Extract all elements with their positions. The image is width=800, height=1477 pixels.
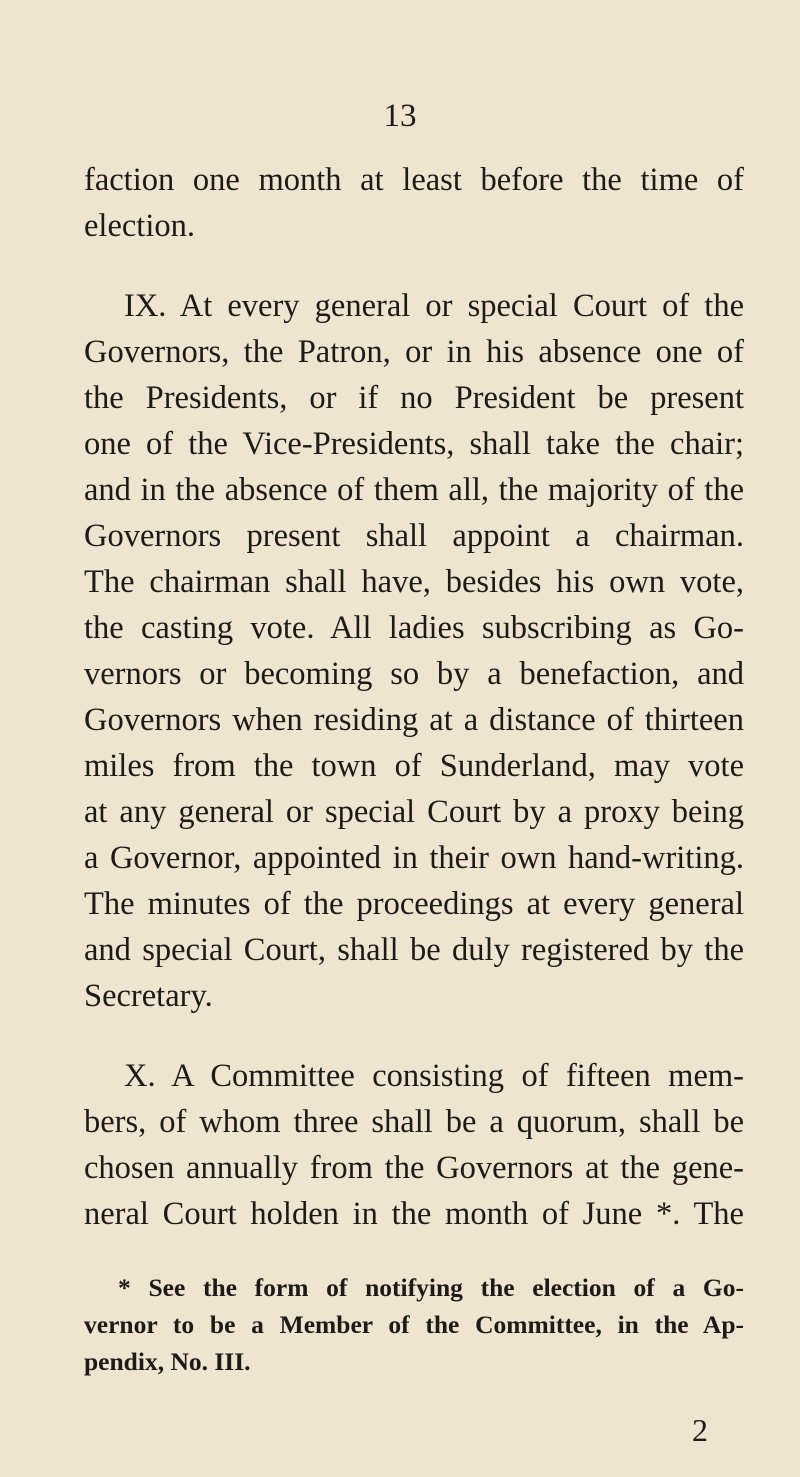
text-line: Governors when residing at a distance of thirteen bbox=[84, 702, 744, 738]
text-line: the Presidents, or if no President be present bbox=[84, 380, 744, 416]
text-line: Governors present shall appoint a chairman. bbox=[84, 518, 744, 554]
text-line: and in the absence of them all, the majority of the bbox=[84, 472, 744, 508]
footnote-line: pendix, No. III. bbox=[84, 1347, 251, 1376]
text-line: bers, of whom three shall be a quorum, shall be bbox=[84, 1104, 744, 1140]
section-x-heading-line: X. A Committee consisting of fifteen mem- bbox=[124, 1058, 744, 1094]
page-number: 13 bbox=[383, 98, 417, 134]
text-line: vernors or becoming so by a benefaction, and bbox=[84, 656, 744, 692]
text-line: a Governor, appointed in their own hand-writing. bbox=[84, 840, 744, 876]
text-line: faction one month at least before the time of bbox=[84, 162, 744, 198]
text-line: The chairman shall have, besides his own vote, bbox=[84, 564, 744, 600]
footnote-line: * See the form of notifying the election of a Go- bbox=[118, 1273, 744, 1302]
text-line: one of the Vice-Presidents, shall take the chair; bbox=[84, 426, 744, 462]
text-line: neral Court holden in the month of June *. The bbox=[84, 1196, 744, 1232]
text-line: and special Court, shall be duly registered by the bbox=[84, 932, 744, 968]
text-line: Governors, the Patron, or in his absence one of bbox=[84, 334, 744, 370]
section-ix-heading-line: IX. At every general or special Court of the bbox=[124, 288, 744, 324]
text-line: election. bbox=[84, 208, 195, 244]
text-line: the casting vote. All ladies subscribing as Go- bbox=[84, 610, 744, 646]
text-line: Secretary. bbox=[84, 978, 213, 1014]
text-line: at any general or special Court by a proxy being bbox=[84, 794, 744, 830]
text-line: miles from the town of Sunderland, may vote bbox=[84, 748, 744, 784]
text-line: chosen annually from the Governors at the gene- bbox=[84, 1150, 744, 1186]
signature-mark: 2 bbox=[692, 1412, 708, 1448]
text-line: The minutes of the proceedings at every general bbox=[84, 886, 744, 922]
footnote-line: vernor to be a Member of the Committee, in the Ap- bbox=[84, 1310, 744, 1339]
